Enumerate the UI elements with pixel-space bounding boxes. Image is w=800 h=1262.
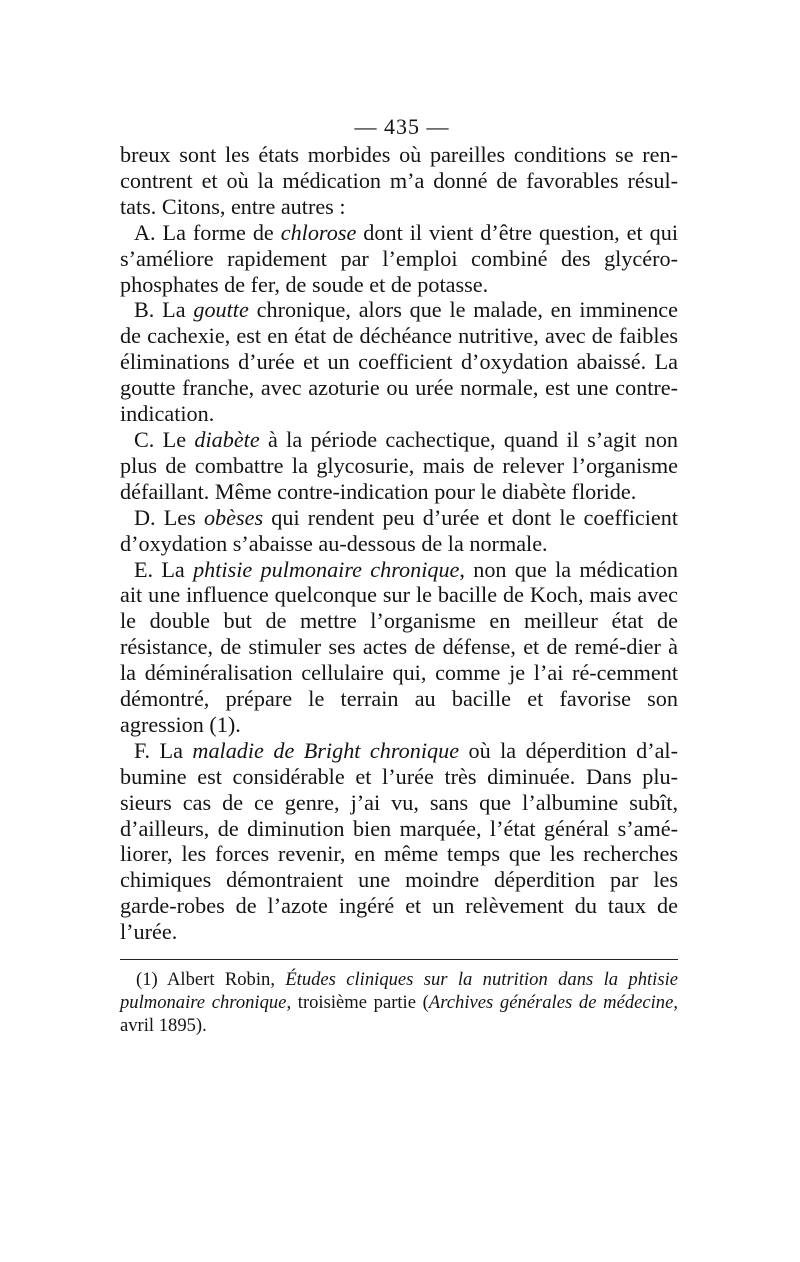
text-run: C. Le [134, 426, 195, 452]
footnote-title: Études cliniques sur la nutrition dans la phtisie pulmonaire chronique [120, 969, 678, 1014]
text-run: qui rendent peu d’urée et dont le coefficient d’oxydation s’abaisse au-dessous de la normale. [120, 504, 678, 556]
italic-term: obèses [203, 504, 264, 530]
text-run: où la déperdition d’al-bumine est considérable et l’urée très diminuée. Dans plu-sieurs cas de ce genre, j’ai vu, sans que l’albumine subît, d’ailleurs, de diminution bien marquée, l’état général s’amé-liorer, les forces revenir, en même temps que les recherches chimiques démontraient une moindre déperdition par les garde-robes de l’azote ingéré et un relèvement du taux de l’urée. [120, 737, 678, 945]
text-run: A. La forme de [134, 219, 281, 245]
text-run: breux sont les états morbides où pareilles conditions se ren-contrent et où la médication m’a donné de favorables résul-tats. Citons, entre autres : [120, 142, 678, 219]
footnote-text: (1) Albert Robin, [136, 969, 286, 991]
paragraph-intro [120, 142, 678, 220]
footnote [120, 968, 678, 1037]
paragraph-b-goutte [120, 297, 678, 427]
text-run: D. Les [134, 504, 204, 530]
footnote-journal: Archives générales de médecine [428, 992, 674, 1014]
book-page [120, 112, 678, 1037]
text-run: E. La [134, 556, 194, 582]
paragraph-f-bright [120, 738, 678, 945]
paragraph-d-obeses [120, 505, 678, 557]
paragraph-e-phtisie [120, 557, 678, 738]
text-run: dont il vient d’être question, et qui s’améliore rapidement par l’emploi combiné des glycéro-phosphates de fer, de soude et de potasse. [120, 219, 679, 297]
text-run: à la période cachectique, quand il s’agit non plus de combattre la glycosurie, mais de relever l’organisme défaillant. Même contre-indication pour le diabète floride. [120, 426, 679, 504]
page-number: — 435 — [354, 114, 450, 139]
italic-term: chlorose [280, 219, 357, 245]
footnote-text: , avril 1895). [120, 992, 678, 1037]
italic-term: goutte [193, 297, 249, 323]
text-run: , non que la médication ait une influence quelconque sur le bacille de Koch, mais avec le double but de mettre l’organisme en meilleur état de résistance, de stimuler ses actes de défense, et de remé-dier à la déminéralisation cellulaire qui, comme je l’ai ré-cemment démontré, prépare le terrain au bacille et favorise son agression (1). [120, 556, 678, 737]
text-run: F. La [134, 737, 193, 763]
italic-term: phtisie pulmonaire chronique [193, 556, 460, 582]
italic-term: diabète [194, 426, 260, 452]
italic-term: maladie de Bright chronique [192, 737, 460, 763]
paragraph-c-diabete [120, 427, 678, 505]
text-run: chronique, alors que le malade, en imminence de cachexie, est en état de déchéance nutritive, avec de faibles éliminations d’urée et un coefficient d’oxydation abaissé. La goutte franche, avec azoturie ou urée normale, est une contre-indication. [120, 297, 678, 427]
footnote-text: , troisième partie ( [286, 992, 429, 1014]
text-run: B. La [134, 297, 194, 323]
footnote-divider [120, 959, 678, 960]
body-text [120, 142, 678, 945]
paragraph-a-chlorose [120, 220, 678, 298]
